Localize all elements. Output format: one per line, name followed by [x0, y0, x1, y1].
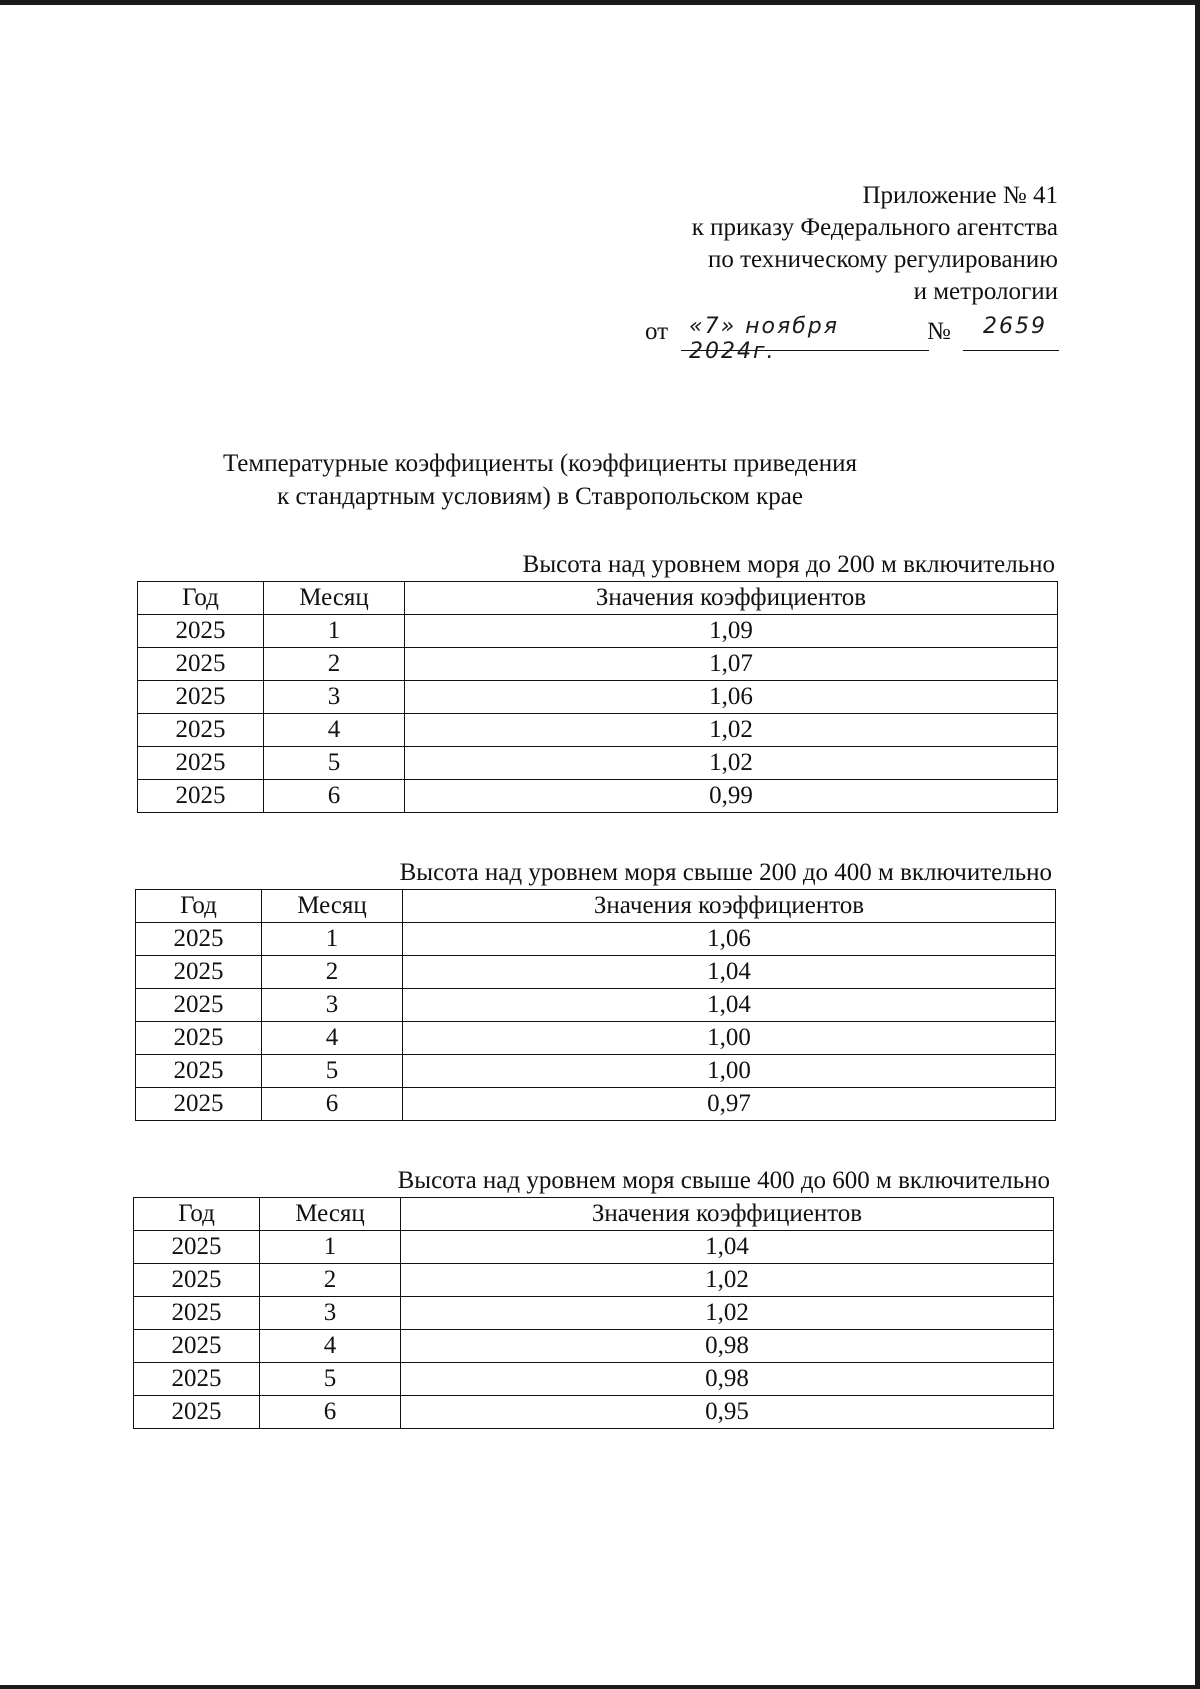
- cell-year: 2025: [138, 648, 264, 681]
- table-row: [134, 1264, 1054, 1297]
- cell-month: 2: [260, 1264, 401, 1297]
- document-title-line-2: к стандартным условиям) в Ставропольском крае: [277, 483, 803, 510]
- order-number-field: [963, 314, 1059, 351]
- cell-month: 5: [264, 747, 405, 780]
- cell-coefficient: 1,00: [403, 1055, 1056, 1088]
- table-row: [138, 780, 1058, 813]
- header-coefficient: Значения коэффициентов: [405, 582, 1058, 615]
- cell-year: 2025: [134, 1363, 260, 1396]
- cell-month: 6: [260, 1396, 401, 1429]
- cell-year: 2025: [136, 1022, 262, 1055]
- cell-year: 2025: [138, 780, 264, 813]
- table-row: [136, 956, 1056, 989]
- cell-month: 3: [262, 989, 403, 1022]
- cell-month: 3: [264, 681, 405, 714]
- order-number-handwritten: 2659: [983, 314, 1047, 339]
- cell-year: 2025: [136, 1088, 262, 1121]
- table-row: [134, 1231, 1054, 1264]
- table-row: [136, 923, 1056, 956]
- cell-year: 2025: [134, 1396, 260, 1429]
- scan-border-top: [0, 0, 1200, 5]
- order-number-sign: №: [927, 318, 951, 345]
- scan-border-bottom: [0, 1685, 1200, 1689]
- cell-coefficient: 1,00: [403, 1022, 1056, 1055]
- cell-month: 4: [260, 1330, 401, 1363]
- cell-year: 2025: [136, 923, 262, 956]
- cell-coefficient: 1,06: [405, 681, 1058, 714]
- cell-year: 2025: [136, 989, 262, 1022]
- cell-coefficient: 1,02: [405, 747, 1058, 780]
- cell-year: 2025: [136, 1055, 262, 1088]
- cell-coefficient: 1,07: [405, 648, 1058, 681]
- cell-year: 2025: [134, 1264, 260, 1297]
- cell-coefficient: 0,98: [401, 1363, 1054, 1396]
- table-row: [138, 747, 1058, 780]
- cell-month: 2: [264, 648, 405, 681]
- cell-year: 2025: [134, 1330, 260, 1363]
- cell-year: 2025: [136, 956, 262, 989]
- header-year: Год: [138, 582, 264, 615]
- order-date-number-line: [645, 314, 1059, 364]
- cell-coefficient: 1,02: [401, 1264, 1054, 1297]
- cell-coefficient: 1,02: [405, 714, 1058, 747]
- scan-border-right: [1195, 0, 1200, 1689]
- header-month: Месяц: [262, 890, 403, 923]
- cell-month: 5: [262, 1055, 403, 1088]
- cell-month: 1: [264, 615, 405, 648]
- table-row: [136, 1088, 1056, 1121]
- table-row: [134, 1363, 1054, 1396]
- header-coefficient: Значения коэффициентов: [401, 1198, 1054, 1231]
- appendix-agency-end: и метрологии: [913, 278, 1058, 305]
- cell-coefficient: 0,97: [403, 1088, 1056, 1121]
- cell-coefficient: 0,99: [405, 780, 1058, 813]
- header-year: Год: [134, 1198, 260, 1231]
- table-row: [138, 714, 1058, 747]
- coef-table-up-to-200m: [137, 581, 1058, 813]
- cell-month: 6: [262, 1088, 403, 1121]
- table-row: [138, 615, 1058, 648]
- cell-coefficient: 1,02: [401, 1297, 1054, 1330]
- table-caption-200-to-400m: Высота над уровнем моря свыше 200 до 400 м включительно: [399, 859, 1052, 886]
- cell-year: 2025: [138, 681, 264, 714]
- order-date-field: [681, 314, 929, 364]
- appendix-order-ref: к приказу Федерального агентства: [691, 214, 1058, 241]
- document-title-line-1: Температурные коэффициенты (коэффициенты приведения: [222, 450, 858, 477]
- coef-table-200-to-400m: [135, 889, 1056, 1121]
- appendix-number: Приложение № 41: [862, 182, 1058, 209]
- cell-coefficient: 0,95: [401, 1396, 1054, 1429]
- document-title: [160, 447, 920, 513]
- table-row: [136, 1022, 1056, 1055]
- table-header-row: [138, 582, 1058, 615]
- table-row: [138, 648, 1058, 681]
- table-caption-400-to-600m: Высота над уровнем моря свыше 400 до 600 м включительно: [397, 1167, 1050, 1194]
- cell-month: 1: [260, 1231, 401, 1264]
- cell-coefficient: 1,09: [405, 615, 1058, 648]
- header-month: Месяц: [264, 582, 405, 615]
- table-row: [134, 1396, 1054, 1429]
- header-month: Месяц: [260, 1198, 401, 1231]
- cell-month: 1: [262, 923, 403, 956]
- cell-coefficient: 0,98: [401, 1330, 1054, 1363]
- cell-month: 2: [262, 956, 403, 989]
- cell-coefficient: 1,04: [401, 1231, 1054, 1264]
- cell-coefficient: 1,06: [403, 923, 1056, 956]
- table-row: [134, 1330, 1054, 1363]
- cell-month: 5: [260, 1363, 401, 1396]
- cell-month: 4: [264, 714, 405, 747]
- table-header-row: [136, 890, 1056, 923]
- header-coefficient: Значения коэффициентов: [403, 890, 1056, 923]
- cell-month: 3: [260, 1297, 401, 1330]
- cell-year: 2025: [138, 747, 264, 780]
- order-date-handwritten: «7» ноября 2024г.: [689, 314, 839, 364]
- order-date-prefix: от: [645, 318, 669, 345]
- table-row: [134, 1297, 1054, 1330]
- cell-coefficient: 1,04: [403, 989, 1056, 1022]
- cell-month: 4: [262, 1022, 403, 1055]
- cell-year: 2025: [134, 1297, 260, 1330]
- cell-year: 2025: [138, 714, 264, 747]
- cell-year: 2025: [138, 615, 264, 648]
- table-row: [136, 989, 1056, 1022]
- cell-month: 6: [264, 780, 405, 813]
- appendix-header: [692, 180, 1058, 308]
- appendix-agency: по техническому регулированию: [707, 246, 1058, 273]
- coef-table-400-to-600m: [133, 1197, 1054, 1429]
- cell-year: 2025: [134, 1231, 260, 1264]
- table-caption-up-to-200m: Высота над уровнем моря до 200 м включительно: [522, 551, 1055, 578]
- table-header-row: [134, 1198, 1054, 1231]
- header-year: Год: [136, 890, 262, 923]
- table-row: [136, 1055, 1056, 1088]
- table-row: [138, 681, 1058, 714]
- cell-coefficient: 1,04: [403, 956, 1056, 989]
